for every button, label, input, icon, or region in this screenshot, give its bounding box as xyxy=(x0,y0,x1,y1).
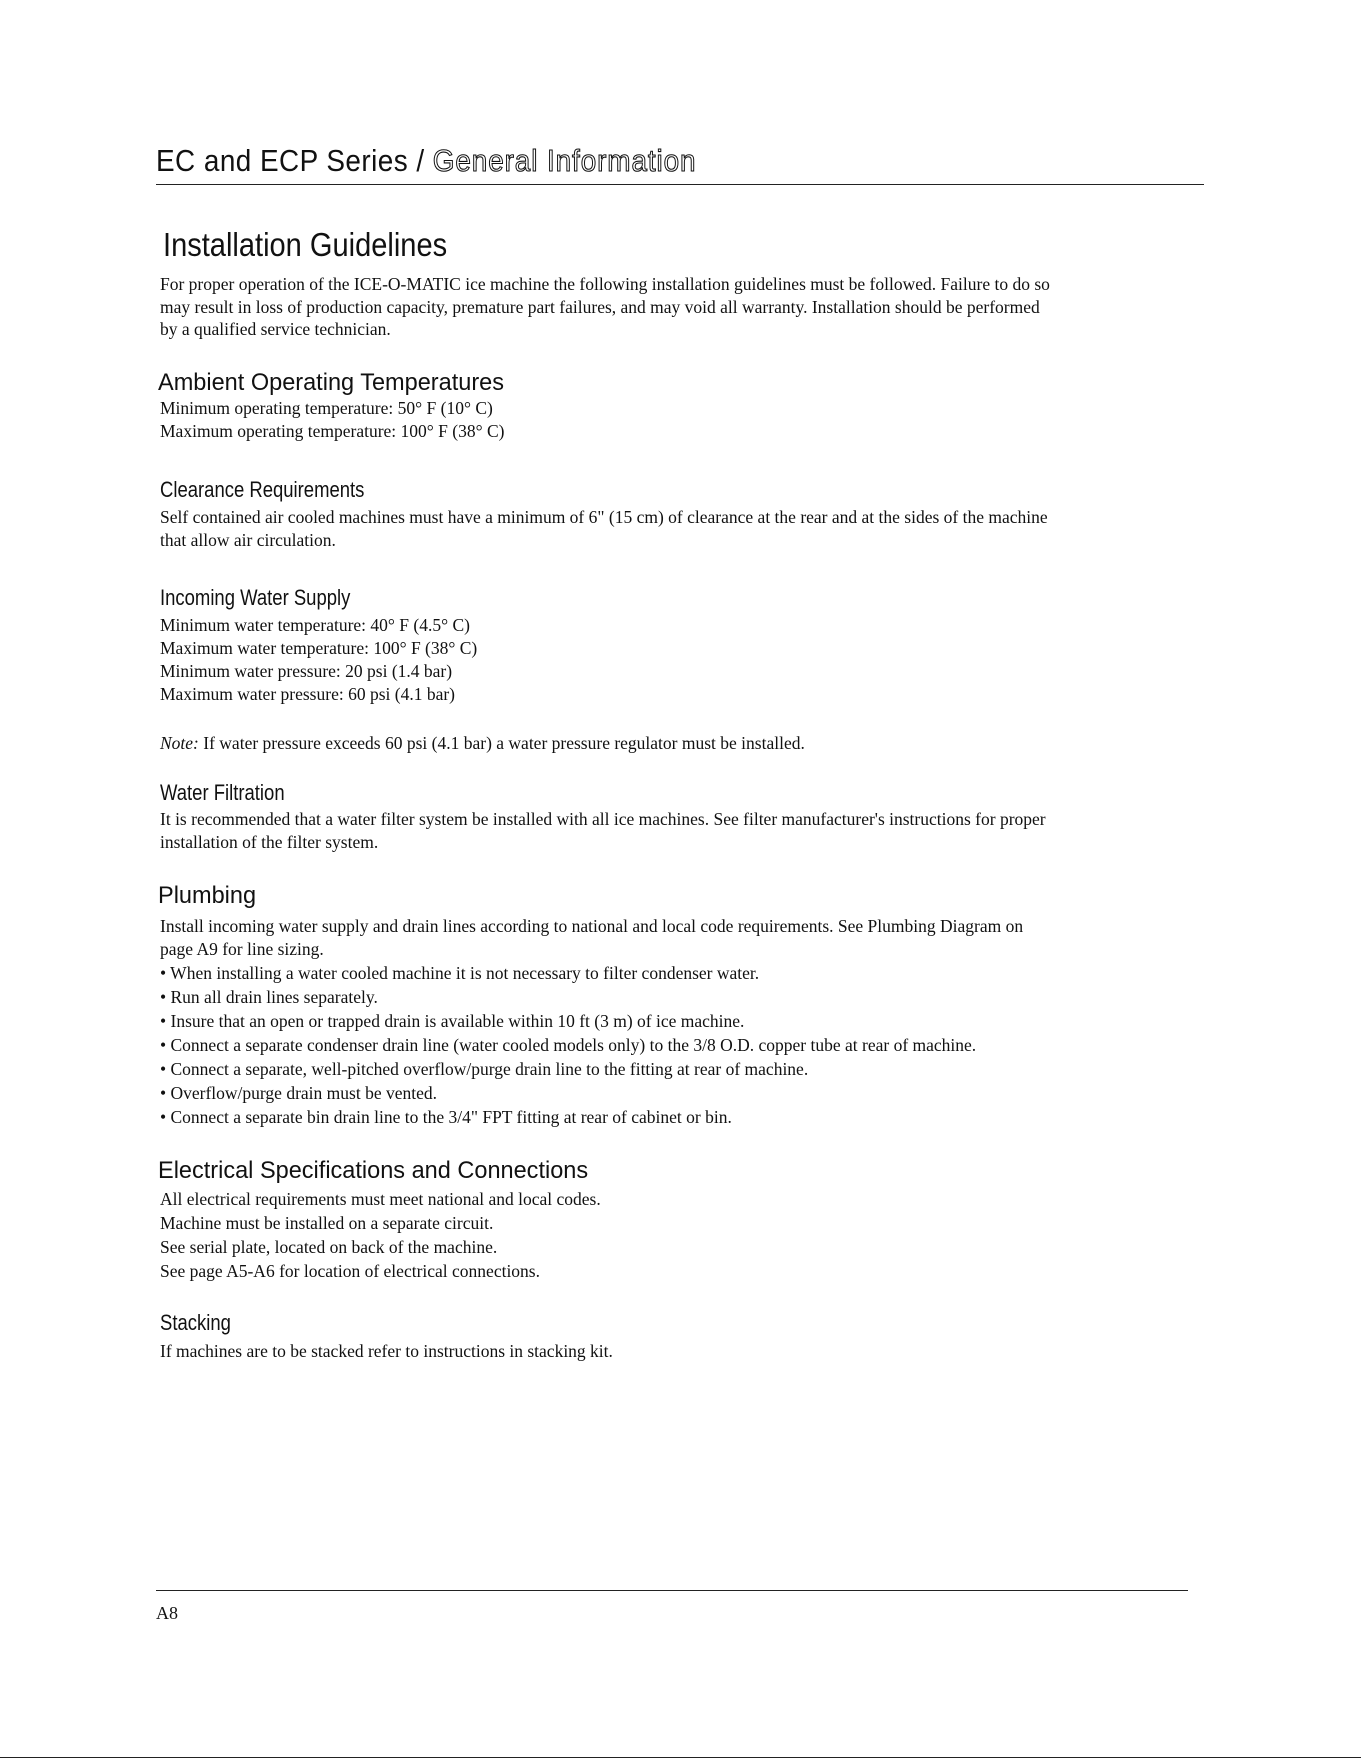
header-rule xyxy=(156,184,1204,185)
electrical-line: See page A5-A6 for location of electrical connections. xyxy=(160,1261,540,1281)
filtration-heading: Water Filtration xyxy=(160,780,285,805)
page-header xyxy=(156,143,1204,183)
header-title xyxy=(156,143,696,179)
electrical-line: See serial plate, located on back of the machine. xyxy=(160,1237,498,1257)
water-supply-line: Minimum water temperature: 40° F (4.5° C) xyxy=(160,615,470,635)
ambient-line: Minimum operating temperature: 50° F (10° C) xyxy=(160,398,493,418)
clearance-heading: Clearance Requirements xyxy=(160,477,365,502)
clearance-line: Self contained air cooled machines must have a minimum of 6" (15 cm) of clearance at the rear and at the sides of the machine xyxy=(160,507,1048,527)
clearance-line: that allow air circulation. xyxy=(160,530,336,550)
installation-line: For proper operation of the ICE-O-MATIC ice machine the following installation guidelines must be followed. Failure to do so xyxy=(160,274,1050,294)
plumbing-bullet: • Overflow/purge drain must be vented. xyxy=(160,1083,437,1103)
ambient-heading: Ambient Operating Temperatures xyxy=(158,369,505,396)
plumbing-line: page A9 for line sizing. xyxy=(160,939,324,959)
water-supply-line: Maximum water pressure: 60 psi (4.1 bar) xyxy=(160,684,455,704)
note-text: If water pressure exceeds 60 psi (4.1 bar) a water pressure regulator must be installed. xyxy=(198,733,805,753)
installation-line: may result in loss of production capacity, premature part failures, and may void all warranty. Installation should be performed xyxy=(160,297,1040,317)
header-title-section: General Information xyxy=(432,143,697,178)
water-supply-heading: Incoming Water Supply xyxy=(160,585,351,610)
plumbing-line: Install incoming water supply and drain lines according to national and local code requirements. See Plumbing Diagram on xyxy=(160,916,1024,936)
installation-heading: Installation Guidelines xyxy=(163,226,448,263)
filtration-line: installation of the filter system. xyxy=(160,832,379,852)
water-supply-line: Maximum water temperature: 100° F (38° C) xyxy=(160,638,478,658)
page-number: A8 xyxy=(156,1603,178,1623)
plumbing-bullet: • Run all drain lines separately. xyxy=(160,987,378,1007)
header-title-series: EC and ECP Series / xyxy=(156,143,433,178)
footer-rule xyxy=(156,1590,1188,1591)
water-supply-line: Minimum water pressure: 20 psi (1.4 bar) xyxy=(160,661,453,681)
pressure-note xyxy=(160,735,805,753)
electrical-line: All electrical requirements must meet national and local codes. xyxy=(160,1189,601,1209)
plumbing-bullet: • When installing a water cooled machine it is not necessary to filter condenser water. xyxy=(160,963,760,983)
stacking-heading: Stacking xyxy=(160,1310,231,1335)
plumbing-bullet: • Connect a separate bin drain line to the 3/4" FPT fitting at rear of cabinet or bin. xyxy=(160,1107,732,1127)
plumbing-bullet: • Connect a separate condenser drain line (water cooled models only) to the 3/8 O.D. copper tube at rear of machine. xyxy=(160,1035,977,1055)
scan-edge-rule xyxy=(0,1757,1361,1758)
stacking-line: If machines are to be stacked refer to instructions in stacking kit. xyxy=(160,1341,613,1361)
plumbing-heading: Plumbing xyxy=(158,882,257,909)
electrical-line: Machine must be installed on a separate circuit. xyxy=(160,1213,494,1233)
filtration-line: It is recommended that a water filter system be installed with all ice machines. See filter manufacturer's instructions for proper xyxy=(160,809,1046,829)
plumbing-bullet: • Connect a separate, well-pitched overflow/purge drain line to the fitting at rear of machine. xyxy=(160,1059,809,1079)
installation-line: by a qualified service technician. xyxy=(160,319,391,339)
plumbing-bullet: • Insure that an open or trapped drain is available within 10 ft (3 m) of ice machine. xyxy=(160,1011,745,1031)
note-label: Note: xyxy=(160,733,199,753)
electrical-heading: Electrical Specifications and Connections xyxy=(158,1157,589,1184)
ambient-line: Maximum operating temperature: 100° F (38° C) xyxy=(160,421,505,441)
